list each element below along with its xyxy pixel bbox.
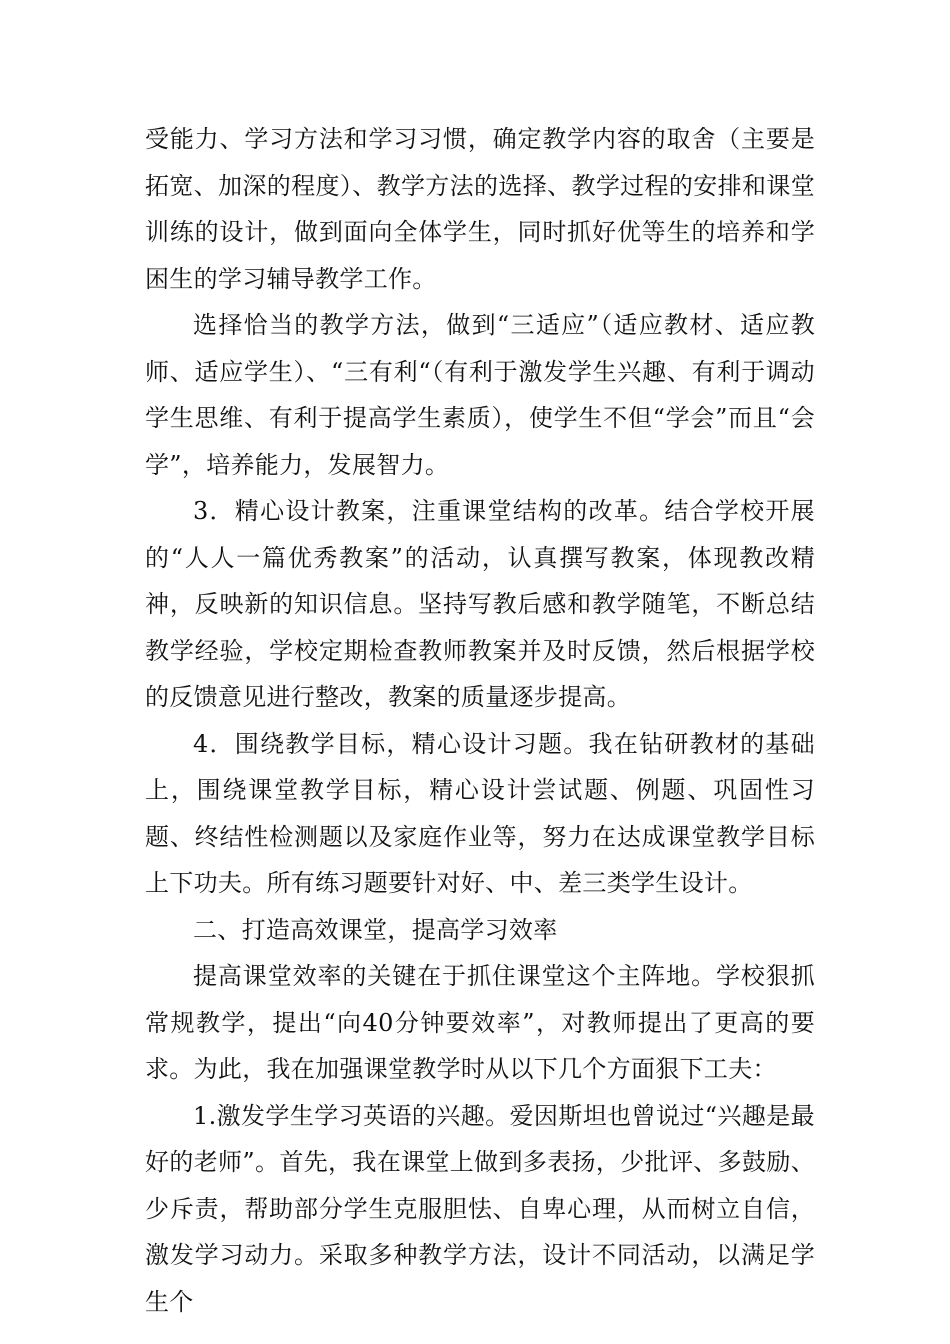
paragraph-7: 1.激发学生学习英语的兴趣。爱因斯坦也曾说过“兴趣是最好的老师”。首先，我在课堂上做到多表扬，少批评、多鼓励、少斥责，帮助部分学生克服胆怯、自卑心理，从而树立自信，激发学习动力。采取多种教学方法，设计不同活动，以满足学生个 <box>145 1101 815 1316</box>
paragraph-6: 提高课堂效率的关键在于抓住课堂这个主阵地。学校狠抓常规教学，提出“向40分钟要效率”，对教师提出了更高的要求。为此，我在加强课堂教学时从以下几个方面狠下工夫： <box>145 962 815 1083</box>
paragraph-2: 选择恰当的教学方法，做到“三适应”（适应教材、适应教师、适应学生）、“三有利“（有利于激发学生兴趣、有利于调动学生思维、有利于提高学生素质），使学生不但“学会”而且“会学”，培养能力，发展智力。 <box>145 311 815 479</box>
paragraph-4: 4．围绕教学目标，精心设计习题。我在钻研教材的基础上，围绕课堂教学目标，精心设计尝试题、例题、巩固性习题、终结性检测题以及家庭作业等，努力在达成课堂教学目标上下功夫。所有练习题要针对好、中、差三类学生设计。 <box>145 729 815 897</box>
document-page <box>145 116 815 1325</box>
paragraph-3: 3．精心设计教案，注重课堂结构的改革。结合学校开展的“人人一篇优秀教案”的活动，认真撰写教案，体现教改精神，反映新的知识信息。坚持写教后感和教学随笔，不断总结教学经验，学校定期检查教师教案并及时反馈，然后根据学校的反馈意见进行整改，教案的质量逐步提高。 <box>145 497 815 711</box>
paragraph-1: 受能力、学习方法和学习习惯，确定教学内容的取舍（主要是拓宽、加深的程度）、教学方法的选择、教学过程的安排和课堂训练的设计，做到面向全体学生，同时抓好优等生的培养和学困生的学习辅导教学工作。 <box>145 125 815 293</box>
section-heading: 二、打造高效课堂，提高学习效率 <box>193 915 558 944</box>
